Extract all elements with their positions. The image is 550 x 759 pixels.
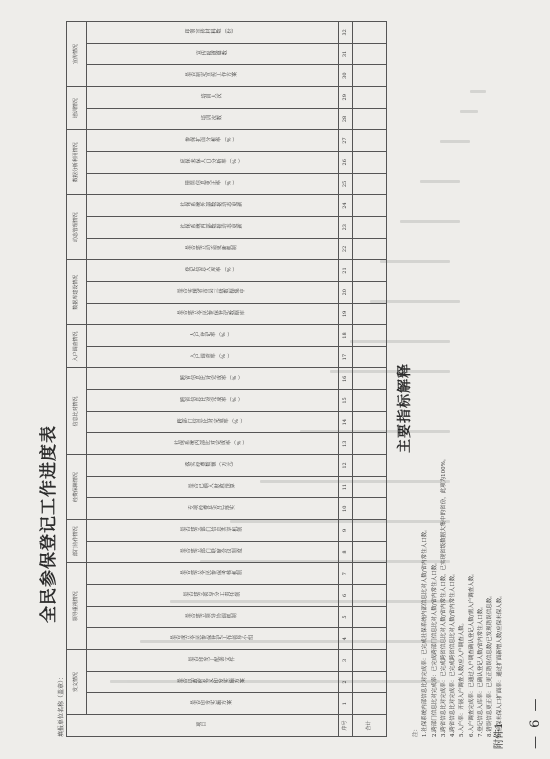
- note-line: 1.社保系统内部信息比对完成率：已完成社保系统内部信息比对人数/省内常住人口数。: [422, 526, 429, 737]
- table-cell: [353, 281, 387, 303]
- column-number: 4: [339, 628, 353, 650]
- column-number: 32: [339, 22, 353, 44]
- column-number: 27: [339, 130, 353, 152]
- column-label: 入户调查率（%）: [87, 346, 339, 368]
- table-cell: [353, 433, 387, 455]
- group-header: 领导重视情况: [67, 563, 87, 650]
- table-cell: [353, 411, 387, 433]
- table-cell: [353, 151, 387, 173]
- project-cell: 项目: [67, 715, 339, 737]
- table-cell: [353, 108, 387, 130]
- note-line: 注：: [413, 725, 419, 737]
- table-cell: [353, 650, 387, 672]
- progress-table: [66, 21, 386, 737]
- indicator-subtitle: 主要指标解释: [397, 363, 413, 453]
- group-header: 信息比对情况: [67, 368, 87, 455]
- note-line: 9.应保未保人口扩面率：通过扩面新增人数/应保未保人数。: [496, 592, 503, 737]
- column-label: 是否建立全民参保考核机制: [87, 563, 339, 585]
- note-line: 3.跨省信息比对完成率：已完成跨省信息比对人数/省内常住人口数，已实现省级数据大集中的省份，此项为100%。: [440, 455, 447, 737]
- column-number: 16: [339, 368, 353, 390]
- column-label: 是否印发了配套文件: [87, 650, 339, 672]
- note-line: 2.跨部门信息比对完成率：已完成跨部门信息比对人数/省内常住人口数。: [431, 559, 438, 737]
- table-cell: [353, 498, 387, 520]
- column-number: 22: [339, 238, 353, 260]
- column-number: 15: [339, 390, 353, 412]
- column-label: 跨省信息比对完成率（%）: [87, 390, 339, 412]
- table-cell: [353, 606, 387, 628]
- total-row: [353, 22, 387, 737]
- column-label: 落实经费数额（万元）: [87, 455, 339, 477]
- table-cell: [353, 390, 387, 412]
- column-label: 是否建立领导协调机制: [87, 606, 339, 628]
- column-label: 是否印发实施方案: [87, 693, 339, 715]
- group-header: 入户调查情况: [67, 325, 87, 368]
- table-cell: [353, 22, 387, 44]
- column-label: 是否建立领导分工责任制: [87, 585, 339, 607]
- table-cell: [353, 563, 387, 585]
- column-number: 1: [339, 693, 353, 715]
- column-label: 跨省信息比对完成率（%）: [87, 368, 339, 390]
- column-label: 宣传报道篇数: [87, 43, 339, 65]
- group-header: 经费保障情况: [67, 455, 87, 520]
- column-number: 30: [339, 65, 353, 87]
- column-label: 是否已纳入财政预算: [87, 476, 339, 498]
- column-number: 18: [339, 325, 353, 347]
- group-header: 发文情况: [67, 650, 87, 715]
- column-label: 是否成立全民参保登记工作领导小组: [87, 628, 339, 650]
- column-label: 应保未保人口分析率（%）: [87, 151, 339, 173]
- column-number: 3: [339, 650, 353, 672]
- group-header: 数据分析利用情况: [67, 130, 87, 195]
- table-cell: [353, 43, 387, 65]
- column-label: 培训人次: [87, 86, 339, 108]
- column-number: 19: [339, 303, 353, 325]
- note-line: 8.错误信息更正率：已更正错误信息数/已发现错误信息数。: [487, 592, 494, 737]
- filler-unit-label: 填报单位名称（盖章）：: [58, 673, 65, 737]
- table-cell: [353, 693, 387, 715]
- column-label: 专项经费是否已落实: [87, 498, 339, 520]
- column-label: 是否建立全民参保登记数据库: [87, 303, 339, 325]
- column-label: 社保系统内部数据动态更新: [87, 216, 339, 238]
- table-cell: [353, 455, 387, 477]
- column-label: 培训次数: [87, 108, 339, 130]
- table-cell: [353, 541, 387, 563]
- notes-block: [412, 37, 505, 737]
- table-cell: [353, 346, 387, 368]
- column-number: 31: [339, 43, 353, 65]
- column-number: 12: [339, 455, 353, 477]
- column-number: 13: [339, 433, 353, 455]
- table-cell: [353, 65, 387, 87]
- page-number: — 6 —: [528, 696, 543, 749]
- column-label: 错误信息更正率（%）: [87, 173, 339, 195]
- column-number: 28: [339, 108, 353, 130]
- row-label-number: 序号: [339, 715, 353, 737]
- column-number: 6: [339, 585, 353, 607]
- column-number: 21: [339, 260, 353, 282]
- group-header: 数据库建设情况: [67, 260, 87, 325]
- table-cell: [353, 476, 387, 498]
- column-number: 11: [339, 476, 353, 498]
- table-cell: [353, 216, 387, 238]
- table-cell: [353, 671, 387, 693]
- column-number: 23: [339, 216, 353, 238]
- note-line: 7.登记信息入库率：已确认登记人数/省内常住人口数。: [478, 603, 485, 737]
- group-header: 培训情况: [67, 86, 87, 129]
- column-label: 是否制定宣传工作方案: [87, 65, 339, 87]
- group-header: 部门协作情况: [67, 520, 87, 563]
- note-line: 6.入户调查完成率：已通过入户调查确认登记人数/需入户调查人数。: [468, 570, 475, 737]
- table-cell: [353, 325, 387, 347]
- column-label: 社保系统外部数据动态更新: [87, 195, 339, 217]
- column-label: 登记信息入库率（%）: [87, 260, 339, 282]
- table-cell: [353, 195, 387, 217]
- column-label: 是否建立动态更新机制: [87, 238, 339, 260]
- table-cell: [353, 173, 387, 195]
- column-label: 是否实现省市县三级数据集中: [87, 281, 339, 303]
- group-header-row: [67, 22, 87, 737]
- table-cell: [353, 520, 387, 542]
- column-label: 是否以政府名义印发实施方案: [87, 671, 339, 693]
- column-number: 10: [339, 498, 353, 520]
- column-number: 20: [339, 281, 353, 303]
- column-label: 跨部门信息比对完成率（%）: [87, 411, 339, 433]
- table-cell: [353, 86, 387, 108]
- group-header: 动态管理情况: [67, 195, 87, 260]
- column-number: 29: [339, 86, 353, 108]
- attachment-label: 附件1: [494, 722, 505, 749]
- group-header: 宣传情况: [67, 22, 87, 87]
- table-cell: [353, 368, 387, 390]
- column-number: 9: [339, 520, 353, 542]
- note-line: 5.入户率：开展入户调查人数/应入户调查人数。: [459, 619, 466, 737]
- column-label: 是否建立部门信息共享机制: [87, 520, 339, 542]
- column-number: 7: [339, 563, 353, 585]
- column-number: 8: [339, 541, 353, 563]
- table-cell: [353, 628, 387, 650]
- column-number: 24: [339, 195, 353, 217]
- table-cell: [353, 260, 387, 282]
- table-cell: [353, 238, 387, 260]
- column-label-row: [87, 22, 339, 737]
- column-number: 14: [339, 411, 353, 433]
- column-label: 是否建立部门联席会议制度: [87, 541, 339, 563]
- column-label: 人户登记率（%）: [87, 325, 339, 347]
- column-number: 2: [339, 671, 353, 693]
- table-title: 全民参保登记工作进度表: [39, 425, 59, 623]
- row-label-total: 合计: [353, 715, 387, 737]
- table-cell: [353, 303, 387, 325]
- column-number: 17: [339, 346, 353, 368]
- column-number-row: [339, 22, 353, 737]
- column-number: 25: [339, 173, 353, 195]
- table-cell: [353, 585, 387, 607]
- table-cell: [353, 130, 387, 152]
- column-label: 社保系统内部比对完成率（%）: [87, 433, 339, 455]
- note-line: 4.跨省信息比对完成率：已完成跨省信息比对人数/省内常住人口数。: [450, 570, 457, 737]
- column-number: 26: [339, 151, 353, 173]
- column-label: 参保扩面分析率（%）: [87, 130, 339, 152]
- column-label: 印制宣传材料数（份）: [87, 22, 339, 44]
- column-number: 5: [339, 606, 353, 628]
